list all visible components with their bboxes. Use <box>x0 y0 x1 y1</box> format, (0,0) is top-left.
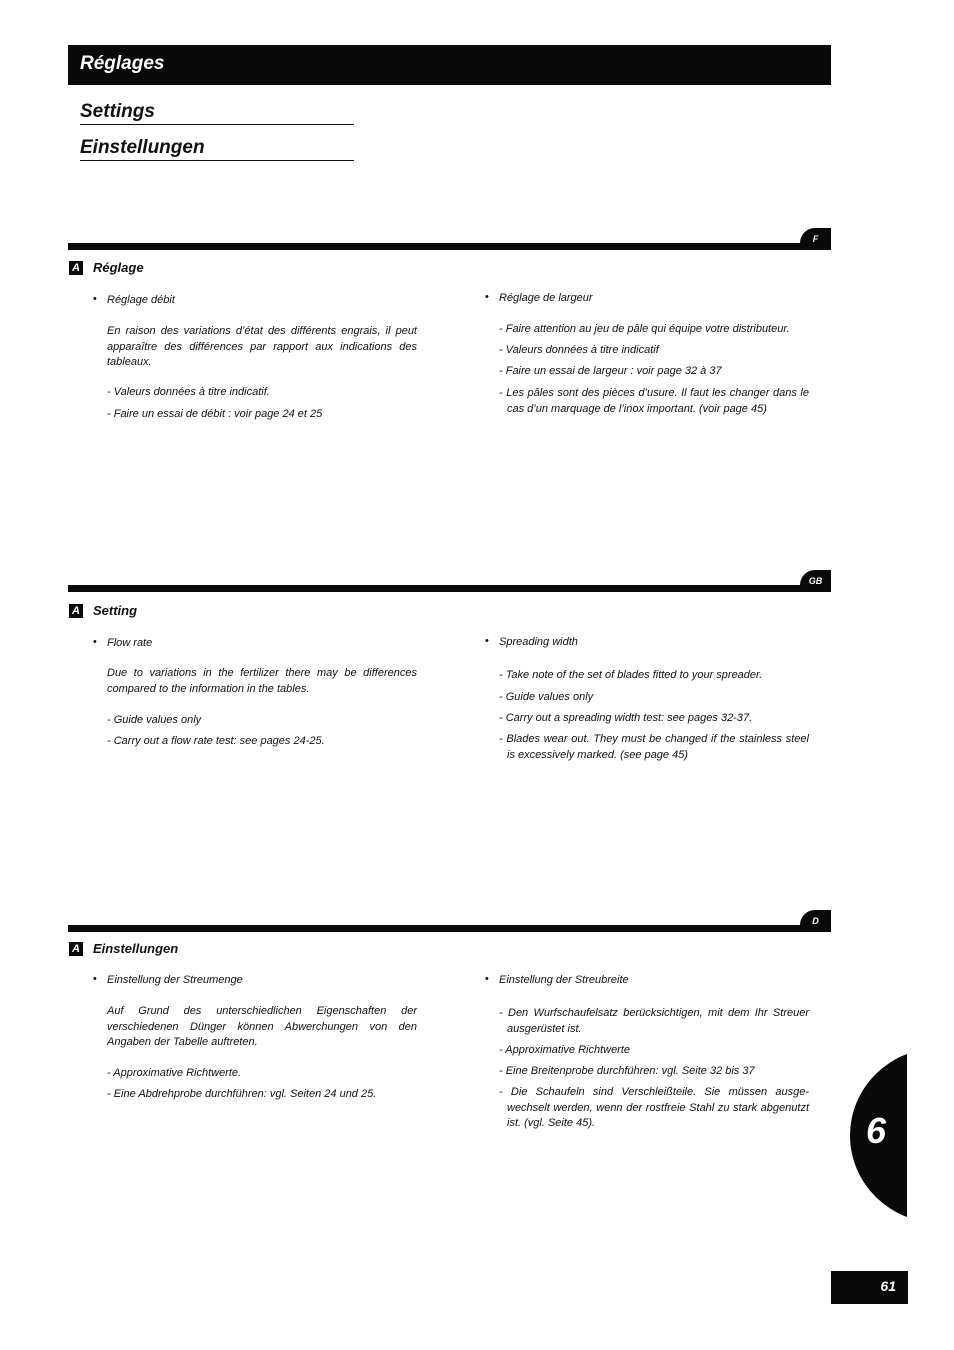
section-title: Réglage <box>93 260 144 275</box>
lang-tab-f: F <box>800 228 831 250</box>
bullet-dot: • <box>485 291 489 303</box>
bullet-text: Einstellung der Streubreite <box>499 974 629 986</box>
section-rule-gb <box>68 585 831 592</box>
list-item: - Faire attention au jeu de pâle qui équipe votre distributeur. <box>499 323 790 335</box>
paragraph: Due to variations in the fertilizer there may be differences compared to the information in the tables. <box>107 667 417 695</box>
page-number-box <box>831 1271 908 1304</box>
section-title: Setting <box>93 603 138 618</box>
paragraph: En raison des variations d’état des différents engrais, il peut apparaître des différences par rapport aux indications des tableaux. <box>107 325 417 368</box>
list-item: - Guide values only <box>107 714 202 726</box>
bullet-text: Réglage de largeur <box>499 292 593 304</box>
list-item: - Take note of the set of blades fitted to your spreader. <box>499 669 763 681</box>
subtitle-settings: Settings <box>80 101 354 125</box>
bullet-text: Réglage débit <box>107 294 175 306</box>
section-marker: A <box>69 261 83 275</box>
list-item: - Approximative Richtwerte. <box>107 1067 242 1079</box>
bullet-dot: • <box>93 636 97 648</box>
list-item: - Den Wurfschaufelsatz berücksichtigen, mit dem Ihr Streuer ausgerüstet ist. <box>499 1007 809 1035</box>
paragraph: Auf Grund des unterschiedlichen Eigenschaften der verschiedenen Dünger können Abwerchungen von den Angaben der Tabelle auftreten. <box>107 1005 417 1048</box>
subtitle-einstellungen: Einstellungen <box>80 137 354 161</box>
list-item: - Les pâles sont des pièces d’usure. Il faut les changer dans le cas d’un marquage de l’inox important. (voir page 45) <box>499 387 809 415</box>
section-rule-d <box>68 925 831 932</box>
lang-tab-d: D <box>800 910 831 932</box>
list-item: - Faire un essai de largeur : voir page 32 à 37 <box>499 365 722 377</box>
bullet-text: Spreading width <box>499 636 578 648</box>
list-item: - Valeurs données à titre indicatif. <box>107 386 270 398</box>
list-item: - Faire un essai de débit : voir page 24 et 25 <box>107 408 323 420</box>
bullet-text: Einstellung der Streumenge <box>107 974 243 986</box>
list-item: - Valeurs données à titre indicatif <box>499 344 659 356</box>
bullet-dot: • <box>93 293 97 305</box>
page-number: 61 <box>880 1278 896 1294</box>
header-bar <box>68 45 831 85</box>
lang-tab-gb: GB <box>800 570 831 592</box>
section-title: Einstellungen <box>93 941 179 956</box>
bullet-dot: • <box>485 973 489 985</box>
section-marker: A <box>69 942 83 956</box>
bullet-text: Flow rate <box>107 637 153 649</box>
list-item: - Die Schaufeln sind Verschleißteile. Sie müssen ausge-wechselt werden, wenn der rostfreie Stahl zu stark abgenutzt ist. (vgl. Seite 45). <box>499 1086 809 1129</box>
section-marker: A <box>69 604 83 618</box>
list-item: - Guide values only <box>499 691 594 703</box>
list-item: - Carry out a spreading width test: see pages 32-37. <box>499 712 753 724</box>
bullet-dot: • <box>93 973 97 985</box>
list-item: - Eine Abdrehprobe durchführen: vgl. Seiten 24 und 25. <box>107 1088 377 1100</box>
chapter-number: 6 <box>866 1110 887 1151</box>
list-item: - Blades wear out. They must be changed if the stainless steel is excessively marked. (see page 45) <box>499 733 809 761</box>
page-title: Réglages <box>80 53 165 74</box>
bullet-dot: • <box>485 635 489 647</box>
margin-mask <box>907 1040 954 1230</box>
list-item: - Carry out a flow rate test: see pages 24-25. <box>107 735 325 747</box>
list-item: - Eine Breitenprobe durchführen: vgl. Seite 32 bis 37 <box>499 1065 755 1077</box>
list-item: - Approximative Richtwerte <box>499 1044 631 1056</box>
section-rule-f <box>68 243 831 250</box>
